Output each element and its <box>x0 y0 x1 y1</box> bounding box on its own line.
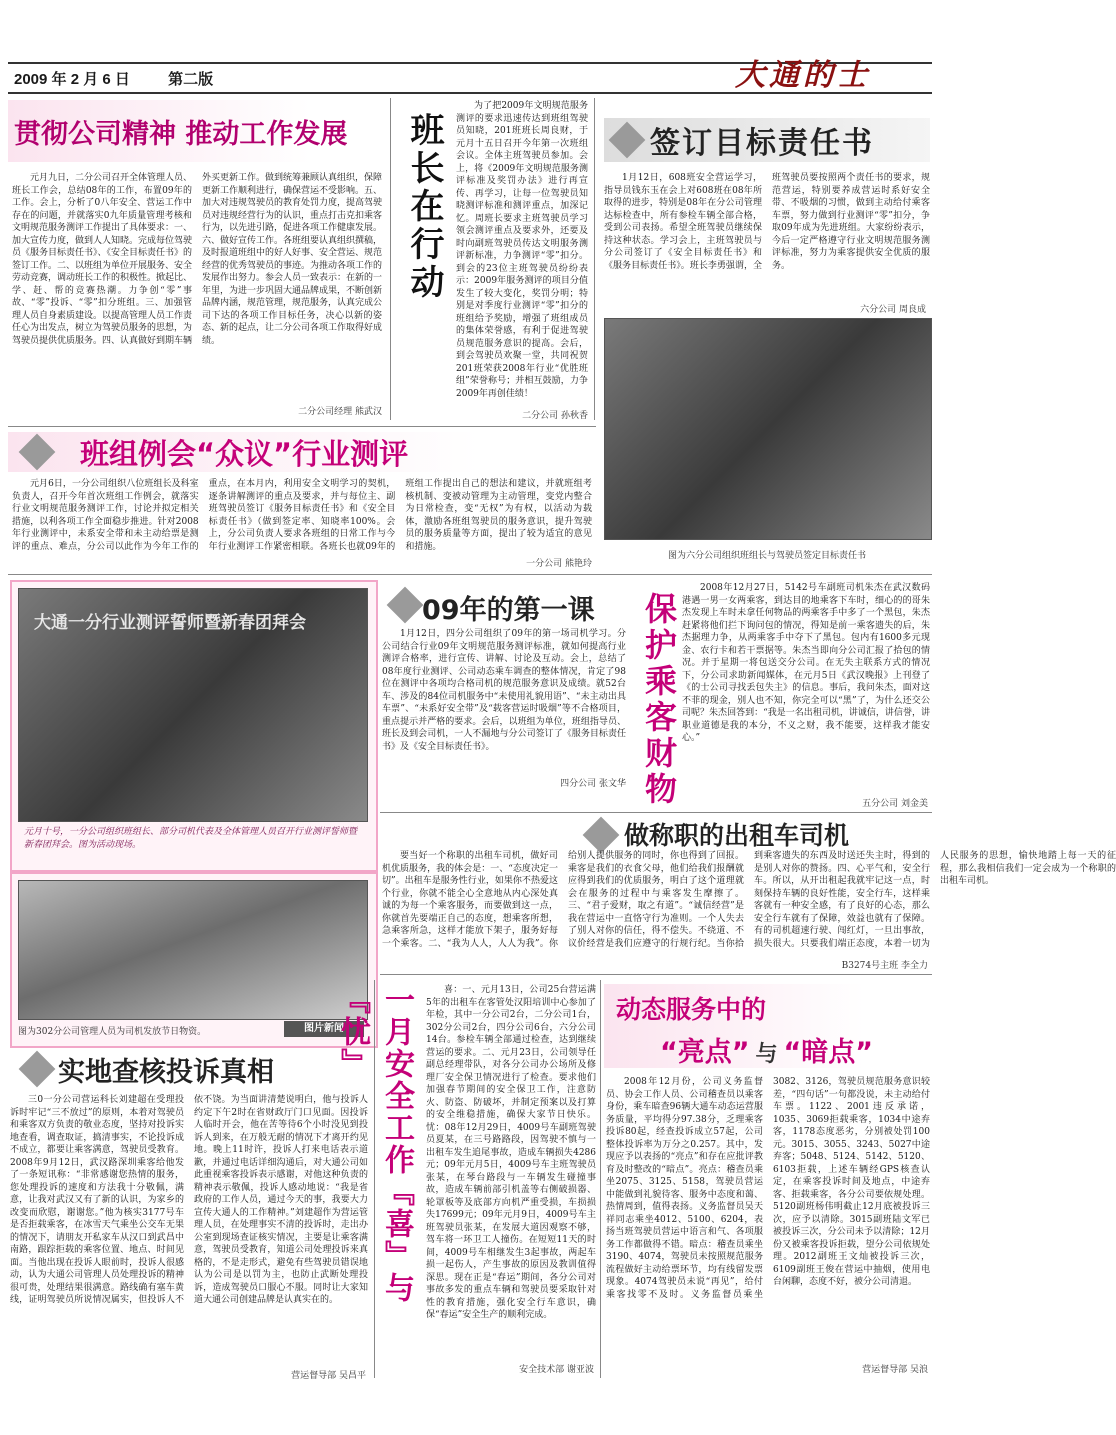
a7-byline: B3274号主班 李全力 <box>841 961 928 971</box>
diamond-ornament <box>387 587 424 624</box>
a10-title-line2 <box>660 1030 873 1069</box>
a3-body: 1月12日，608班安全营运学习，指导员钱东玉在会上对608班在08年所取得的进步，特别是08年在分公司管理达标检查中，所有参检车辆全部合格，受到公司表扬。希望全班驾驶员继续保持这种状态。学习会上，主班驾驶员与分公司签订了《安全目标责任书》和《服务目标责任书》。班长李勇强谓，全班驾驶员要按照两个责任书的要求，规范营运，特别要养成营运时系好安全带、不吸烟的习惯，做到主动给付乘客车票，努力做到行业测评“零”扣分，争取09年成为先进班组。大家纷纷表示，今后一定严格遵守行业文明规范服务测评标准，努力为乘客提供安全优质的服务。 <box>604 173 930 271</box>
a3-byline: 六分公司 周良成 <box>860 305 926 315</box>
a6-body: 2008年12月27日，5142号车副班司机朱杰在武汉数码港遇一男一女两乘客，到达目的地乘客下车时，细心的的哥朱杰发现上车时未拿任何物品的两乘客手中多了一个黑包，朱杰赶紧将他们拦下询问包的情况，得知是前一乘客遗失的后，朱杰据理力争，从两乘客手中夺下了黑包。包内有1600多元现金、农行卡和若干票据等。朱杰当即向分公司汇报了拾包的情况。并于星期一将包送交分公司。在无失主联系方式的情况下，分公司求助新闻媒体，在元月5日《武汉晚报》上刊登了《的士公司寻找丢包失主》的信息。事后，我问朱杰，面对这不菲的现金，别人也不知，你完全可以“黑”了，为什么还交公司呢？朱杰回答到：“我是一名出租司机，讲诚信，讲信誉，讲职业道德是我的本分，不义之财，我不能要，这样我才能安心。” <box>682 583 930 743</box>
divider <box>8 426 596 427</box>
a10-title-and: 与 <box>755 1042 778 1067</box>
newspaper-logo: 大通的士 <box>735 58 871 93</box>
photo1-caption: 元月十号，一分公司组织班组长、部分司机代表及全体管理人员召开行业测评誓师暨新春团拜会。图为活动现场。 <box>24 827 358 850</box>
a8-title: 实地查核投诉真相 <box>58 1057 274 1088</box>
diamond-ornament <box>583 817 620 854</box>
a6-title: 保护乘客财物 <box>640 592 678 808</box>
divider <box>380 974 932 975</box>
a8-body: 三0一分公司营运科长刘建超在受理投诉时牢记“三不放过”的原则，本着对驾驶员和乘客双方负责的敬业态度，坚持对投诉实地查看，调查取证，搞清事实，不论投诉成不成立，都要让乘客满意，驾驶员受教育。2008年9月12日，武汉路深圳乘客给他发了一条短讯称：“非常感谢您热情的服务，您处理投诉的速度和方法我十分敬佩，满意，让我对武汉又有了新的认识，为家乡的改变而欣慰，谢谢您。”他为核实3177号车是否拒载乘客，在冰雪天气乘坐公交车无果的情况下，请朋友开私家车从汉口到武昌中南路，跟踪拒载的乘客位置、地点、时间见面。当他出现在投诉人眼前时，投诉人很感动，认为大通公司管理人员处理投诉的精神很可贵，处理结果很满意。路线确有塞车黄线，证明驾驶员所说情况属实，但投诉人不依不饶。为当面讲清楚说明白，他与投诉人约定下午2时在省财政厅门口见面。因投诉人临时开会，他在苦等待6个小时没见到投诉人到来，在万般无耐的情况下才离开约见地。晚上11时许，投诉人打来电话表示道歉，并通过电话详细沟通后，对大通公司如此重视乘客投诉表示感谢，对他这种负责的精神表示敬佩，投诉人感动地说：“我是省政府的工作人员，通过今天的事，我要大力宣传大通人的工作精神。”刘建超作为营运管理人员，在处理事实不清的投诉时，走出办公室到现场查证核实情况，主要是让乘客满意，驾驶员受教育，知道公司处理投诉来真格的，不是走形式，避免有些驾驶员错误地认为公司是以罚为主，也防止武断处理投诉，造成驾驶员口服心不服。同时让大家知道大通公司创建品牌是认真实在的。 <box>10 1095 368 1305</box>
a9-byline: 安全技术部 谢亚波 <box>519 1365 594 1375</box>
a5-body: 1月12日，四分公司组织了09年的第一场司机学习。分公司结合行业09年文明规范服务测评标准，就如何提高行业测评合格率，进行宣传、讲解、讨论及互动。会上，总结了08年度行业测评、公司动态乘车调查的整体情况，肯定了98位在测评中各项均合格司机的规范服务意识及成绩。就52台车、涉及的84位司机服务中“未使用礼貌用语”、“未主动出具车票”、“未系好安全带”及“载客营运时吸烟”等不合格项目，重点提示并严格的要求。会后，以班组为单位，班组指导员、班长及到会司机，一人不漏地与分公司签订了《服务目标责任书》及《安全目标责任书》。 <box>382 629 626 752</box>
date-text: 2009 年 2 月 6 日 <box>14 71 130 88</box>
a10-title-bright: “亮点” <box>660 1037 750 1068</box>
a3-title: 签订目标责任书 <box>650 126 874 161</box>
edition-label: 第二版 <box>168 71 214 88</box>
photo2-tag: 图片新闻 <box>284 1021 364 1037</box>
a3-caption: 图为六分公司组织班组长与驾驶员签定目标责任书 <box>667 551 866 561</box>
diamond-ornament <box>19 1051 56 1088</box>
a1-title: 贯彻公司精神 推动工作发展 <box>14 119 348 150</box>
a10-title-line1: 动态服务中的 <box>616 995 767 1024</box>
a9-body: 喜：一、元月13日，公司25台营运满5年的出租车在客管处汉阳培训中心参加了年检，其中一分公司2台，二分公司1台，302分公司2台，四分公司6台，六分公司14台。参检车辆全部通过检查，达到继续营运的要求。二、元月23日，公司领导任副总经理带队，对各分公司办公场所及修理厂安全保卫情况进行了检查。要求他们加强春节期间的安全保卫工作，注意防火、防盗、防破坏，并制定预案以及打算的安全维稳措施，确保大家节日快乐。忧：08年12月29日，4009号车副班驾驶员夏某，在三号路路段，因驾驶不慎与一出租车发生追尾事故，造成车辆损失4286元；09年元月5日，4009号车主班驾驶员张某，在琴台路段与一车辆发生碰撞事故，造成车辆前部引机盖等右侧破损器、轮罩板等及底部方向机严重受损，车损损失17699元；09年元月9日，4009号车主班驾驶员张某，在发展大道因观察不够，驾车将一环卫工人撞伤。在短短11天的时间，4009号车相继发生3起事故，两起车损一起伤人，产生事故的原因及教训值得深思。现在正是“春运”期间，各分公司对事故多发的重点车辆和驾驶员要采取针对性的教育措施，强化安全行车意识，确保“春运”安全生产的顺利完成。 <box>426 985 596 1320</box>
a1-body: 元月九日，二分公司召开全体管理人员、班长工作会，总结08年的工作，布置09年的工作。会上，分析了0八年安全、营运工作中存在的问题，并就落实0九年质量管理考核和文明规范服务测评工作提出了具体要求：一、加大宣传力度，做到人人知晓。完成每位驾驶员《服务目标责任书》、《安全目标责任书》的签订工作。二、以班组为单位开展服务、安全劳动竞赛，调动班长工作的积极性。掀起比、学、赶、帮的竞赛热潮。力争创“零”事故、“零”投诉、“零”扣分班组。三、加强管理人员自身素质建设。以提高管理人员工作责任心为出发点，树立为驾驶员服务的思想，为驾驶员提供优质服务。四、认真做好到期车辆外买更新工作。做到统筹兼顾认真组织，保障更新工作顺利进行，确保营运不受影响。五、加大对违规驾驶员的教育处罚力度，提高驾驶员对违规经营行为的认识，重点打击克扣乘客行为，以先进引路，促进各项工作健康发展。六、做好宣传工作。各班组要认真组织撰稿，及时报道班组中的好人好事、安全营运、规范经营的优秀驾驶员的事迹。为推动各项工作的发展作出努力。参会人员一致表示：在新的一年里，为进一步巩固大通品牌成果，不断创新品牌内涵，规范管理，规范服务，认真完成公司下达的各项工作目标任务，决心以新的姿态、新的起点，让二分公司各项工作取得好成绩。 <box>12 173 383 346</box>
a2-title: 班长在行动 <box>404 112 444 302</box>
a7-title: 做称职的出租车司机 <box>624 821 850 850</box>
a5-title: 09年的第一课 <box>422 595 595 626</box>
photo1-banner: 大通一分行业测评誓师暨新春团拜会 <box>34 613 306 633</box>
a5-byline: 四分公司 张文华 <box>560 779 626 789</box>
a10-body: 2008年12月份，公司义务监督员、协会工作人员、公司稽查员以乘客身份，乘车暗查96辆大通车动态运营服务质量，平均得分97.38分，乏理乘客投诉80起，经查投诉成立57起，公司整体投诉率为万分之0.257。其中，发现应予以表扬的“亮点”和存在应批评教育及时整改的“暗点”。亮点：稽查员乘坐2075、3125、5158，驾驶员营运中能做到礼貌待客、服务中态度和蔼、热情周到，值得表扬。义务监督员吴天祥同志乘坐4012、5100、6204，表扬当班驾驶员营运中语言和气、各项服务工作都做得不错。暗点：稽查员乘坐3190、4074，驾驶员未按照规范服务流程做好主动给票环节，均有线留发票现象。4074驾驶员未说“再见”，给付乘客找零不及时。义务监督员乘坐3082、3126，驾驶员规范服务意识较差，“四句话”一句都没说，未主动给付车票。1122、2001违反承诺，1035、3069拒载乘客，1034中途弃客，1178态度恶劣，分别被处罚100元。3015、3055、3243、5027中途弃客；5048、5124、5142、5120、6103拒载，上述车辆经GPS核查认定，在乘客投诉时间及地点，中途弃客、拒载乘客，各分公司要依规处理。5120副班杨伟明截止12月底被投诉三次，应予以清除。3015副班陆文军已被投诉三次，分公司未予以清除；12月份又被乘客投诉拒载，望分公司依规处理。2012副班王文灿被投诉三次，6109副班王俊在营运中抽烟，使用电台闲聊，态度不好，被分公司清退。 <box>606 1077 930 1300</box>
a1-byline: 二分公司经理 熊武汉 <box>298 407 382 417</box>
issue-date <box>14 68 213 89</box>
a2-byline: 二分公司 孙秋香 <box>522 411 588 421</box>
a4-title: 班组例会“众议”行业测评 <box>80 437 409 471</box>
a2-body: 为了把2009年文明规范服务测评的要求迅速传达到班组驾驶员知晓，201班班长周良财，于元月十五日召开今年第一次班组会议。全体主班驾驶员参加。会上，将《2009年文明规范服务测评标准及奖罚办法》进行再宣传、再学习，让每一位驾驶员知晓测评标准和测评重点，加深记忆。周班长要求主班驾驶员学习领会测评重点及要求外，还要及时向副班驾驶员传达文明服务测评新标准，力争测评“零”扣分。到会的23位主班驾驶员纷纷表示：2009年服务测评的项目分值发生了较大变化，奖罚分明；特别是对季度行业测评“零”扣分的班组给予奖励，增强了班组成员的集体荣誉感，有利于促进驾驶员规范服务意识的提高。会后，到会驾驶员欢聚一堂，共同祝贺201班荣获2008年行业“优胜班组”荣誉称号；并相互鼓励，力争2009年再创佳绩！ <box>456 101 588 399</box>
divider <box>390 98 391 420</box>
divider <box>380 812 932 813</box>
photo2-caption: 图为302分公司管理人员为司机发放节日物资。 <box>18 1027 207 1037</box>
a2-body-cont <box>398 330 588 408</box>
a4-byline: 一分公司 熊艳玲 <box>526 559 592 569</box>
divider <box>600 980 601 1378</box>
a7-body: 要当好一个称职的出租车司机，做好司机优质服务，我的体会是：一、“态度决定一切”。出租车是服务性行业，如果你不热爱这个行业，你就不能全心全意地从内心深处真诚的为每一个乘客服务，而要做到这一点，你就首先要端正自己的态度，想乘客所想，急乘客所急，这样才能放下架子，服务好每一个乘客。二、“我为人人，人人为我”。你给别人提供服务的同时，你也得到了回报。乘客是我们的衣食父母，他们给我们报酬就应得到我们的优质服务，明白了这个道理就会在服务的过程中与乘客发生摩擦了。三、“君子爱财，取之有道”。“诚信经营”是我在营运中一直恪守行为准则。一个人失去了别人对你的信任，得不偿失。不绕道、不议价经营是我们应遵守的行规行纪。当你拾到乘客遗失的东西及时送还失主时，得到的是别人对你的赞扬。四、心平气和，安全行车。所以，从开出租起我就牢记这一点，时刻保持车辆的良好性能，安全行车，这样乘客就有一种安全感，有了良好的心态，那么安全行车就有了保障，效益也就有了保障。有的司机超速行驶、闯红灯，一旦出事故，损失很大。只要我们端正态度，本着一切为人民服务的思想，愉快地踏上每一天的征程，那么我相信我们一定会成为一个称职的出租车司机。 <box>382 851 1116 949</box>
a6-byline: 五分公司 刘金美 <box>862 799 928 809</box>
a10-title-dark: “暗点” <box>783 1037 874 1068</box>
photo2-image <box>18 880 368 1020</box>
divider <box>594 98 595 420</box>
a10-byline: 营运督导部 吴浪 <box>862 1365 928 1375</box>
divider <box>8 574 932 575</box>
a8-byline: 营运督导部 吴昌平 <box>291 1371 366 1381</box>
a3-photo <box>604 318 932 540</box>
a4-body: 元月6日，一分公司组织八位班组长及科室负责人，召开今年首次班组工作例会，就落实行业文明规范服务测评工作，讨论并拟定相关措施，以利各项工作全面稳步推进。针对2008年行业测评中，未系安全带和未主动给票是测评的重点、难点，分公司以此作为今年工作的重点，在本月内，利用安全文明学习的契机，逐条讲解测评的重点及要求，并与每位主、副班驾驶员签订《服务目标责任书》和《安全目标责任书》（做到签定率、知晓率100%。会上，分公司负责人要求各班组的日常工作与今年行业测评工作紧密相联。各班长也就09年的班组工作提出自己的想法和建议，并就班组考核机制、变被动管理为主动管理，变党内整合为日常检查，变“无权”为有权，以活动为载体，激励各班组驾驶员的服务意识，提升驾驶员的服务质量等方面，提出了较为适宜的意见和措施。 <box>12 479 592 552</box>
a9-title: 一月安全工作『喜』与『忧』 <box>335 984 414 1304</box>
